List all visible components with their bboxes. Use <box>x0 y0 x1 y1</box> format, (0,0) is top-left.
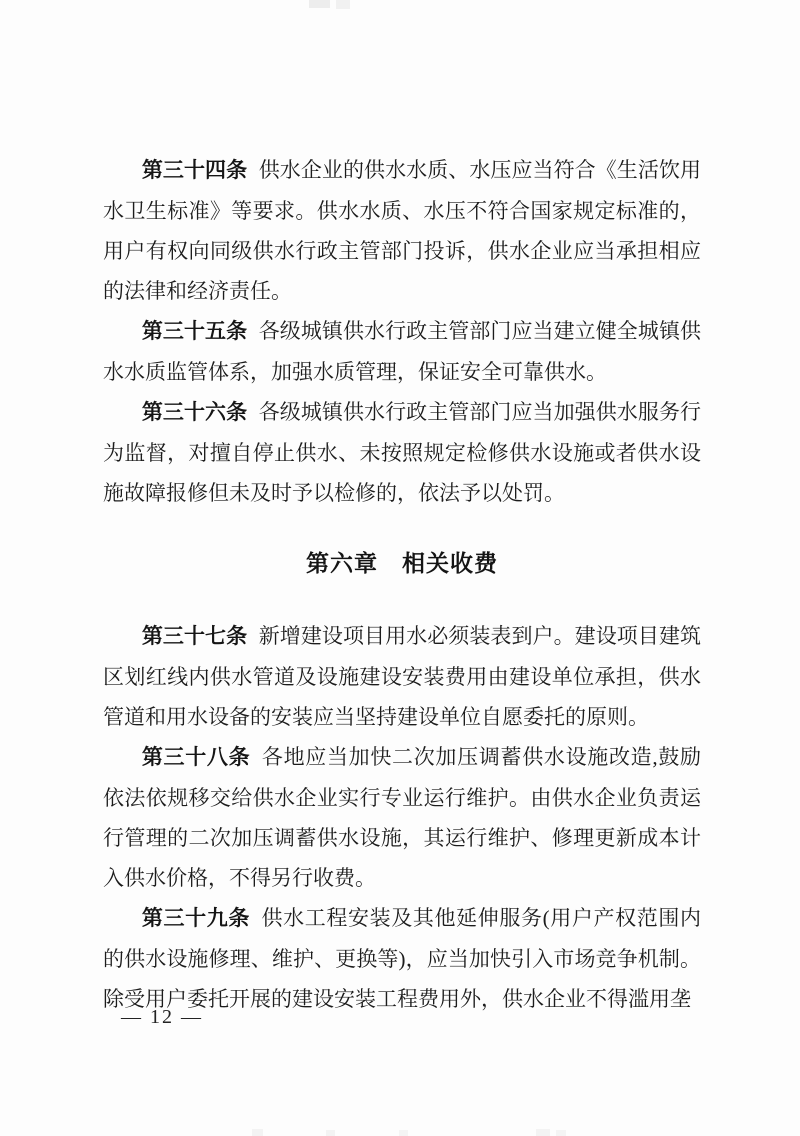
scan-artifact-top <box>336 0 350 9</box>
article-34-text: 供水企业的供水水质、水压应当符合《生活饮用水卫生标准》等要求。供水水质、水压不符合国家规定标准的，用户有权向同级供水行政主管部门投诉，供水企业应当承担相应的法律和经济责任。 <box>103 158 702 303</box>
scan-artifact-bottom <box>556 1130 566 1136</box>
article-35-text: 各级城镇供水行政主管部门应当建立健全城镇供水水质监管体系，加强水质管理，保证安全可靠供水。 <box>103 319 702 384</box>
article-37-number: 第三十七条 <box>141 625 248 648</box>
article-34-paragraph <box>103 150 701 311</box>
article-39-number: 第三十九条 <box>141 907 250 930</box>
article-38-number: 第三十八条 <box>141 746 251 769</box>
chapter-heading: 第六章 相关收费 <box>306 550 498 576</box>
scan-artifact-bottom <box>399 1130 408 1136</box>
article-36-text: 各级城镇供水行政主管部门应当加强供水服务行为监督，对擅自停止供水、未按照规定检修供水设施或者供水设施故障报修但未及时予以检修的，依法予以处罚。 <box>103 400 702 505</box>
article-37-paragraph <box>103 616 701 737</box>
document-body <box>103 150 701 1019</box>
article-38-paragraph <box>103 737 701 898</box>
article-39-text: 供水工程安装及其他延伸服务(用户产权范围内的供水设施修理、维护、更换等)，应当加快引入市场竞争机制。除受用户委托开展的建设安装工程费用外，供水企业不得滥用垄 <box>103 906 701 1011</box>
scan-artifact-top <box>309 0 330 8</box>
article-39-paragraph <box>103 898 701 1019</box>
article-38-text: 各地应当加快二次加压调蓄供水设施改造,鼓励依法依规移交给供水企业实行专业运行维护。由供水企业负责运行管理的二次加压调蓄供水设施，其运行维护、修理更新成本计入供水价格，不得另行收费。 <box>103 745 702 890</box>
article-34-number: 第三十四条 <box>141 159 248 182</box>
page-number: — 12 — <box>121 1006 203 1028</box>
article-35-paragraph <box>103 311 701 392</box>
scan-artifact-bottom <box>536 1129 550 1136</box>
article-36-number: 第三十六条 <box>141 401 248 424</box>
scan-artifact-bottom <box>326 1130 335 1136</box>
article-35-number: 第三十五条 <box>141 320 248 343</box>
scan-artifact-bottom <box>252 1129 263 1136</box>
article-36-paragraph <box>103 392 701 513</box>
article-37-text: 新增建设项目用水必须装表到户。建设项目建筑区划红线内供水管道及设施建设安装费用由建设单位承担，供水管道和用水设备的安装应当坚持建设单位自愿委托的原则。 <box>103 624 702 729</box>
